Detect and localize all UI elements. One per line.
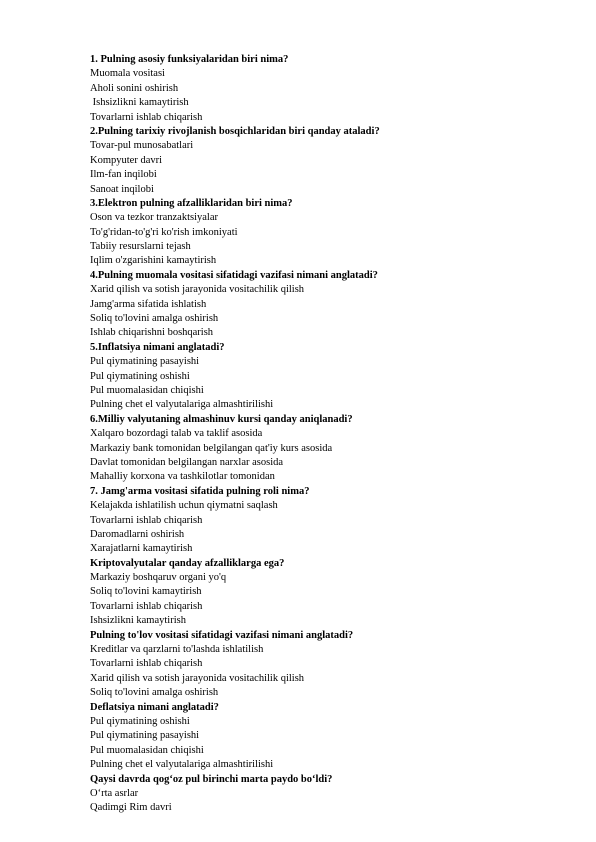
answer-option: Tabiiy resurslarni tejash: [90, 241, 191, 253]
document-page: [90, 53, 570, 816]
question-title: 5.Inflatsiya nimani anglatadi?: [90, 341, 225, 353]
answer-option: Sanoat inqilobi: [90, 183, 154, 195]
answer-option: Ishsizlikni kamaytirish: [90, 97, 189, 109]
answer-option: Iqlim o'zgarishini kamaytirish: [90, 255, 217, 267]
answer-option: Xarid qilish va sotish jarayonida vositachilik qilish: [90, 284, 305, 296]
answer-option: Pul muomalasidan chiqishi: [90, 744, 204, 756]
answer-option: To'g'ridan-to'g'ri ko'rish imkoniyati: [90, 226, 238, 238]
question-title: Deflatsiya nimani anglatadi?: [90, 701, 219, 713]
answer-option: Markaziy bank tomonidan belgilangan qat'iy kurs asosida: [90, 442, 333, 454]
question-title: Pulning to'lov vositasi sifatidagi vazifasi nimani anglatadi?: [90, 629, 354, 641]
answer-option: Qadimgi Rim davri: [90, 802, 172, 814]
answer-option: Ilm-fan inqilobi: [90, 169, 157, 181]
question-title: 1. Pulning asosiy funksiyalaridan biri nima?: [90, 54, 289, 65]
answer-option: Tovarlarni ishlab chiqarish: [90, 111, 203, 123]
answer-option: Daromadlarni oshirish: [90, 528, 185, 540]
answer-option: Mahalliy korxona va tashkilotlar tomonidan: [90, 471, 275, 483]
answer-option: Tovar-pul munosabatlari: [90, 140, 194, 152]
answer-option: Pul qiymatining oshishi: [90, 370, 190, 382]
question-title: Qaysi davrda qog‘oz pul birinchi marta paydo bo‘ldi?: [90, 773, 333, 785]
answer-option: Kreditlar va qarzlarni to'lashda ishlatilish: [90, 644, 264, 656]
answer-option: Davlat tomonidan belgilangan narxlar asosida: [90, 456, 284, 468]
question-title: 6.Milliy valyutaning almashinuv kursi qanday aniqlanadi?: [90, 413, 353, 425]
answer-option: Aholi sonini oshirish: [90, 82, 179, 94]
answer-option: Xarajatlarni kamaytirish: [90, 543, 193, 555]
question-title: 2.Pulning tarixiy rivojlanish bosqichlaridan biri qanday ataladi?: [90, 125, 380, 137]
answer-option: Xalqaro bozordagi talab va taklif asosida: [90, 428, 263, 440]
answer-option: Tovarlarni ishlab chiqarish: [90, 658, 203, 670]
answer-option: Pul muomalasidan chiqishi: [90, 384, 204, 396]
answer-option: Pulning chet el valyutalariga almashtirilishi: [90, 759, 274, 771]
answer-option: Soliq to'lovini amalga oshirish: [90, 687, 219, 699]
answer-option: O‘rta asrlar: [90, 787, 139, 799]
answer-option: Pul qiymatining pasayishi: [90, 356, 200, 368]
answer-option: Muomala vositasi: [90, 68, 165, 80]
answer-option: Soliq to'lovini kamaytirish: [90, 586, 202, 598]
question-title: Kriptovalyutalar qanday afzalliklarga ega?: [90, 557, 285, 569]
answer-option: Jamg'arma sifatida ishlatish: [90, 298, 207, 310]
answer-option: Tovarlarni ishlab chiqarish: [90, 600, 203, 612]
question-title: 4.Pulning muomala vositasi sifatidagi vazifasi nimani anglatadi?: [90, 269, 378, 281]
answer-option: Tovarlarni ishlab chiqarish: [90, 514, 203, 526]
answer-option: Kelajakda ishlatilish uchun qiymatni saqlash: [90, 500, 278, 512]
answer-option: Ishsizlikni kamaytirish: [90, 615, 186, 627]
answer-option: Pul qiymatining pasayishi: [90, 730, 200, 742]
question-title: 7. Jamg'arma vositasi sifatida pulning roli nima?: [90, 485, 310, 497]
answer-option: Ishlab chiqarishni boshqarish: [90, 327, 214, 339]
answer-option: Kompyuter davri: [90, 154, 163, 166]
answer-option: Pul qiymatining oshishi: [90, 715, 190, 727]
question-title: 3.Elektron pulning afzalliklaridan biri nima?: [90, 197, 293, 209]
answer-option: Markaziy boshqaruv organi yo'q: [90, 572, 227, 584]
answer-option: Xarid qilish va sotish jarayonida vositachilik qilish: [90, 672, 305, 684]
answer-option: Oson va tezkor tranzaktsiyalar: [90, 212, 218, 224]
answer-option: Pulning chet el valyutalariga almashtirilishi: [90, 399, 274, 411]
answer-option: Soliq to'lovini amalga oshirish: [90, 313, 219, 325]
